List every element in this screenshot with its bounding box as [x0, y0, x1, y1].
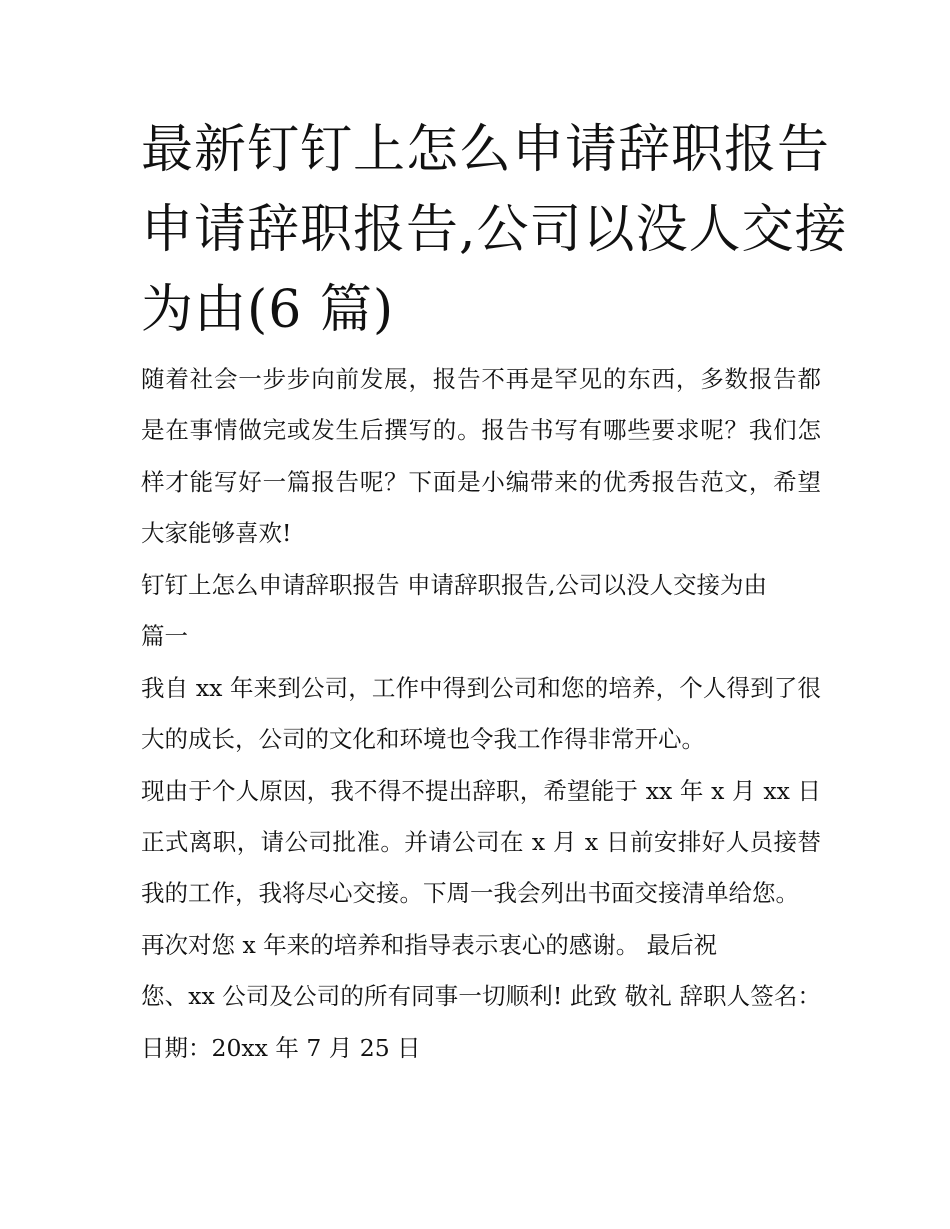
title-line-3: 为由(6 篇): [141, 280, 395, 340]
intro-paragraph: 随着社会一步步向前发展，报告不再是罕见的东西，多数报告都是在事情做完或发生后撰写的。报告书写有哪些要求呢？我们怎样才能写好一篇报告呢？下面是小编带来的优秀报告范文，希望大家能够喜欢!: [141, 365, 821, 548]
document-title: [141, 110, 848, 350]
body-paragraph-2: 现由于个人原因，我不得不提出辞职，希望能于 xx 年 x 月 xx 日正式离职，请公司批准。并请公司在 x 月 x 日前安排好人员接替我的工作，我将尽心交接。下周一我会列出书面交接清单给您。: [141, 776, 821, 908]
title-line-1: 最新钉钉上怎么申请辞职报告: [141, 120, 831, 180]
body-paragraph-3: 再次对您 x 年来的培养和指导表示衷心的感谢。 最后祝: [141, 930, 718, 959]
body-paragraph-4: 您、xx 公司及公司的所有同事一切顺利! 此致 敬礼 辞职人签名： 日期：20xx 年 7 月 25 日: [141, 982, 821, 1062]
body-paragraph-1: 我自 xx 年来到公司，工作中得到公司和您的培养，个人得到了很大的成长，公司的文化和环境也令我工作得非常开心。: [141, 673, 821, 754]
section-label: 篇一: [141, 622, 188, 651]
document-body: [141, 354, 821, 1074]
section-heading: 钉钉上怎么申请辞职报告 申请辞职报告,公司以没人交接为由: [141, 571, 767, 599]
title-line-2: 申请辞职报告,公司以没人交接: [141, 200, 848, 260]
